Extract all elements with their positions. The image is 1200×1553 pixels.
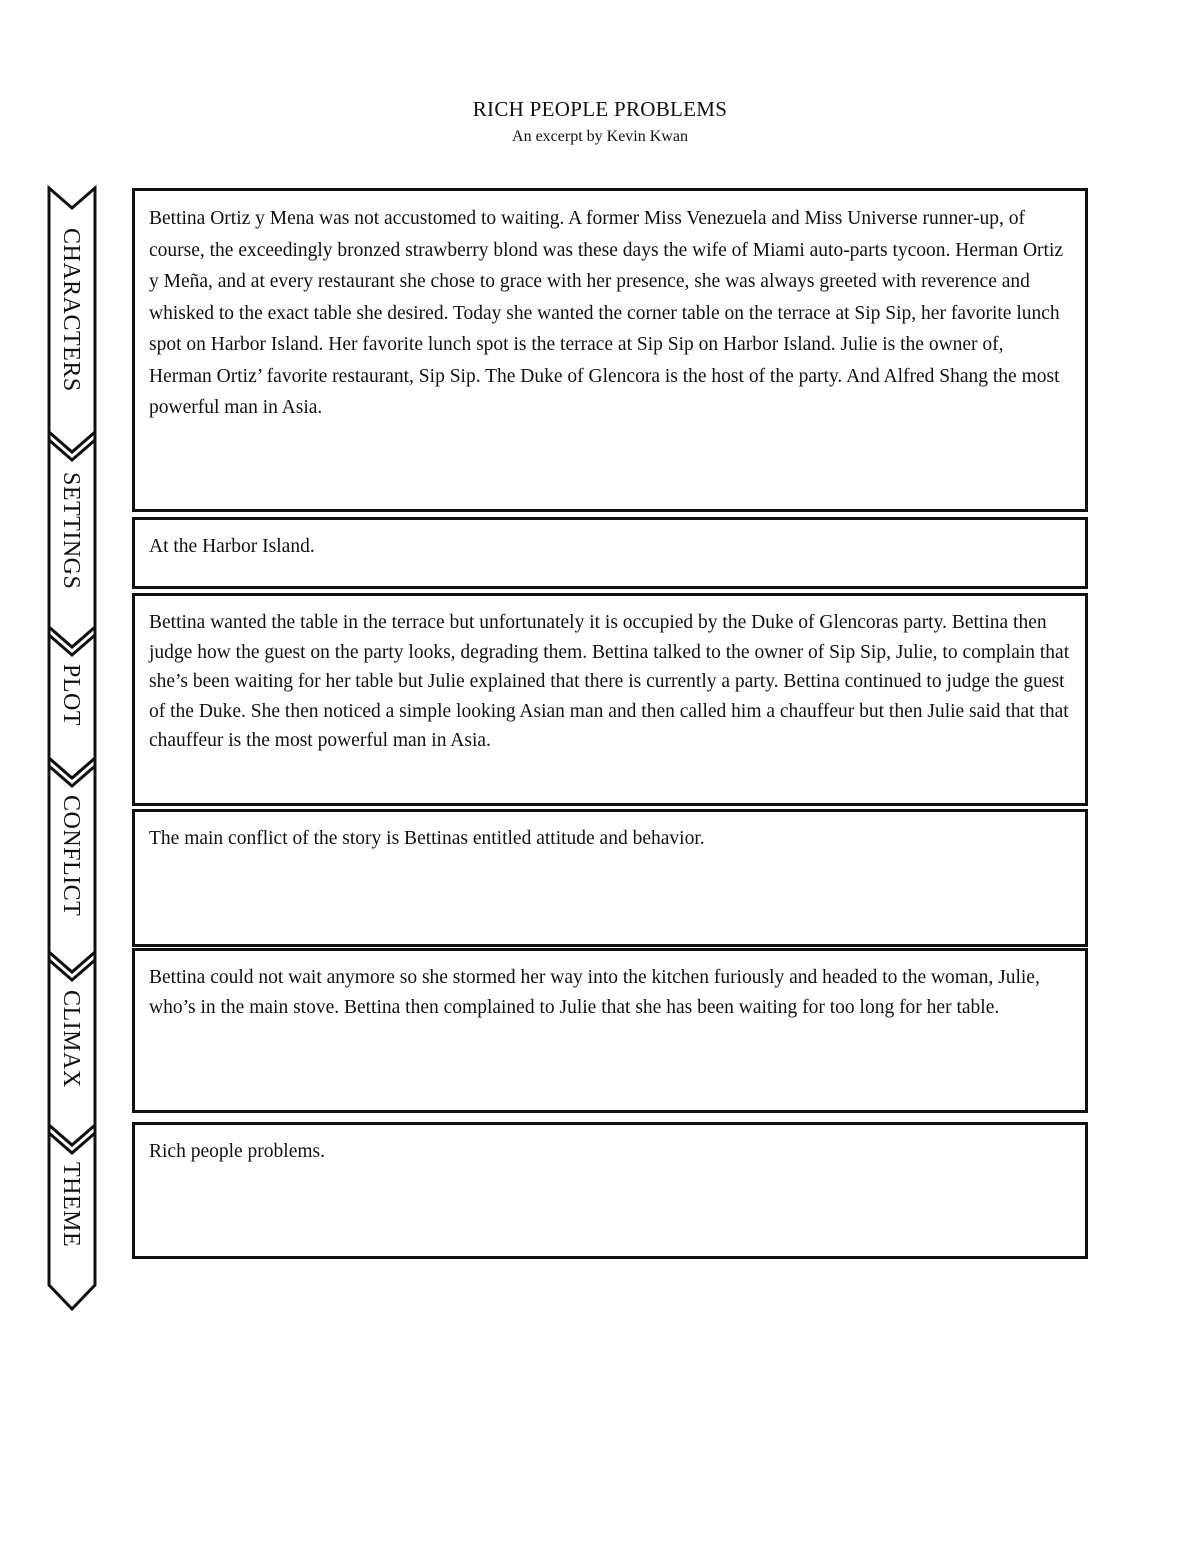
characters-box	[132, 188, 1088, 512]
tab-label-plot: PLOT	[58, 664, 84, 726]
plot-text: Bettina wanted the table in the terrace but unfortunately it is occupied by the Duke of Glencoras party. Bettina then judge how the guest on the party looks, degrading them. Bettina talked to the owner of Sip Sip, Julie, to complain that she’s been waiting for her table but Julie explained that there is currently a party. Bettina continued to judge the guest of the Duke. She then noticed a simple looking Asian man and then called him a chauffeur but then Julie said that that chauffeur is the most powerful man in Asia.	[149, 612, 1070, 751]
characters-text: Bettina Ortiz y Mena was not accustomed to waiting. A former Miss Venezuela and Miss Universe runner-up, of course, the exceedingly bronzed strawberry blond was these days the wife of Miami auto-parts tycoon. Herman Ortiz y Meña, and at every restaurant she chose to grace with her presence, she was always greeted with reverence and whisked to the exact table she desired. Today she wanted the corner table on the terrace at Sip Sip, her favorite lunch spot on Harbor Island. Her favorite lunch spot is the terrace at Sip Sip on Harbor Island. Julie is the owner of, Herman Ortiz’ favorite restaurant, Sip Sip. The Duke of Glencora is the host of the party. And Alfred Shang the most powerful man in Asia.	[149, 208, 1064, 418]
tab-label-characters: CHARACTERS	[58, 228, 84, 392]
document-title: RICH PEOPLE PROBLEMS	[472, 97, 728, 121]
theme-box	[132, 1122, 1088, 1259]
tab-label-theme: THEME	[58, 1162, 84, 1248]
document-subtitle: An excerpt by Kevin Kwan	[512, 128, 688, 145]
tab-label-settings: SETTINGS	[58, 472, 84, 590]
tab-label-climax: CLIMAX	[58, 990, 84, 1088]
settings-box	[132, 517, 1088, 589]
climax-text: Bettina could not wait anymore so she stormed her way into the kitchen furiously and headed to the woman, Julie, who’s in the main stove. Bettina then complained to Julie that she has been waiting for too long for her table.	[149, 967, 1040, 1018]
story-element-tabs	[0, 0, 120, 1553]
settings-text: At the Harbor Island.	[149, 536, 315, 557]
tab-label-conflict: CONFLICT	[58, 795, 84, 917]
conflict-text: The main conflict of the story is Bettinas entitled attitude and behavior.	[149, 828, 705, 849]
climax-box	[132, 948, 1088, 1113]
theme-text: Rich people problems.	[149, 1141, 326, 1162]
plot-box	[132, 593, 1088, 806]
conflict-box	[132, 809, 1088, 947]
